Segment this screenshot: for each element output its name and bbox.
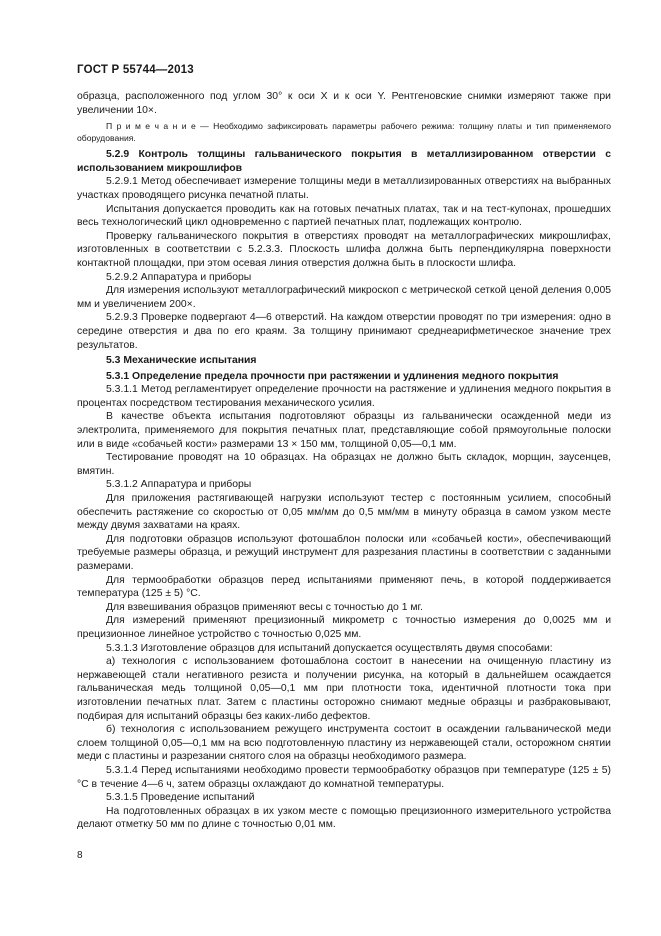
paragraph: Для подготовки образцов используют фотошаблон полоски или «собачьей кости», обеспечивающий требуемые размеры образца, и режущий инструмент для разрезания пластины в соответствии с заданными размерами.: [77, 533, 611, 572]
paragraph: 5.3.1.1 Метод регламентирует определение прочности на растяжение и удлинения медного покрытия в процентах посредством тестирования механического усилия.: [77, 384, 611, 409]
note: П р и м е ч а н и е — Необходимо зафиксировать параметры рабочего режима: толщину платы и тип применяемого оборудования.: [77, 121, 611, 143]
paragraph: 5.2.9.2 Аппаратура и приборы: [106, 271, 252, 283]
paragraph: 5.2.9.1 Метод обеспечивает измерение толщины меди в металлизированных отверстиях на выбранных участках проводящего рисунка печатной платы.: [77, 176, 611, 201]
paragraph: 5.3.1.4 Перед испытаниями необходимо провести термообработку образцов при температуре (125 ± 5) °С в течение 4—6 ч, затем образцы охлаждают до комнатной температуры.: [77, 764, 611, 790]
paragraph: 5.3.1.5 Проведение испытаний: [106, 792, 255, 804]
page-number: 8: [77, 850, 83, 861]
paragraph: а) технология с использованием фотошаблона состоит в нанесении на очищенную пластину из нержавеющей стали негативного резиста и получении рисунка, на который в дальнейшем осаждается гальваническая медь толщиной 0,05—0,1 мм при плотности тока, идентичной плотности тока при изготовлении печатных плат. Затем с пластины осторожно снимают медные образцы и разбраковывают, подбирая для испытаний образцы без каких-либо дефектов.: [77, 656, 611, 722]
subsection-heading: 5.3.1 Определение предела прочности при растяжении и удлинения медного покрытия: [106, 370, 559, 382]
paragraph: 5.3.1.2 Аппаратура и приборы: [106, 479, 252, 491]
paragraph-continuation: образца, расположенного под углом 30° к оси X и к оси Y. Рентгеновские снимки измеряют также при увеличении 10×.: [77, 91, 611, 116]
paragraph: Для измерения используют металлографический микроскоп с метрической сеткой ценой деления 0,005 мм и увеличением 200×.: [77, 285, 611, 310]
paragraph: Испытания допускается проводить как на готовых печатных платах, так и на тест-купонах, прошедших весь технологический цикл одновременно с партией печатных плат, подлежащих контролю.: [77, 203, 611, 229]
paragraph: Для приложения растягивающей нагрузки используют тестер с постоянным усилием, способный обеспечить растяжение со скоростью от 0,05 мм/мм до 0,5 мм/мм в минуту образца в самом узком месте между двумя захватами на краях.: [77, 493, 611, 532]
section-heading: 5.2.9 Контроль толщины гальванического покрытия в металлизированном отверстии с использованием микрошлифов: [77, 149, 611, 174]
paragraph: В качестве объекта испытания подготовляют образцы из гальванически осажденной меди из электролита, применяемого для покрытия печатных плат, представляющие собой прямоугольные полоски или в виде «собачьей кости» размерами 13 × 150 мм, толщиной 0,05—0,1 мм.: [77, 411, 611, 450]
paragraph: Тестирование проводят на 10 образцах. На образцах не должно быть складок, морщин, заусенцев, вмятин.: [77, 452, 611, 477]
paragraph: 5.3.1.3 Изготовление образцов для испытаний допускается осуществлять двумя способами:: [106, 642, 553, 654]
paragraph: 5.2.9.3 Проверке подвергают 4—6 отверстий. На каждом отверстии проводят по три измерения: одно в середине отверстия и два по его краям. За толщину принимают среднеарифметическое значение трех результатов.: [77, 312, 611, 351]
paragraph: Для взвешивания образцов применяют весы с точностью до 1 мг.: [106, 601, 423, 613]
paragraph: На подготовленных образцах в их узком месте с помощью прецизионного измерительного устройства делают отметку 50 мм по длине с точностью 0,01 мм.: [77, 805, 611, 831]
paragraph: б) технология с использованием режущего инструмента состоит в осаждении гальванической меди слоем толщиной 0,05—0,1 мм на всю подготовленную пластину из нержавеющей стали, осторожном снятии меди с пластины и разрезании снятого слоя на образцы необходимого размера.: [77, 724, 611, 763]
section-heading: 5.3 Механические испытания: [106, 355, 257, 367]
paragraph: Для термообработки образцов перед испытаниями применяют печь, в которой поддерживается температура (125 ± 5) °С.: [77, 574, 611, 600]
paragraph: Проверку гальванического покрытия в отверстиях проводят на металлографических микрошлифах, изготовленных в соответствии с 5.2.3.3. Плоскость шлифа должна быть перпендикулярна поверхности контактной площадки, при этом осевая линия отверстия должна быть в плоскости шлифа.: [77, 230, 611, 269]
document-body: [77, 90, 611, 832]
document-header: ГОСТ Р 55744—2013: [77, 64, 194, 76]
paragraph: Для измерений применяют прецизионный микрометр с точностью измерения до 0,0025 мм и прецизионное линейное устройство с точностью 0,025 мм.: [77, 615, 611, 640]
